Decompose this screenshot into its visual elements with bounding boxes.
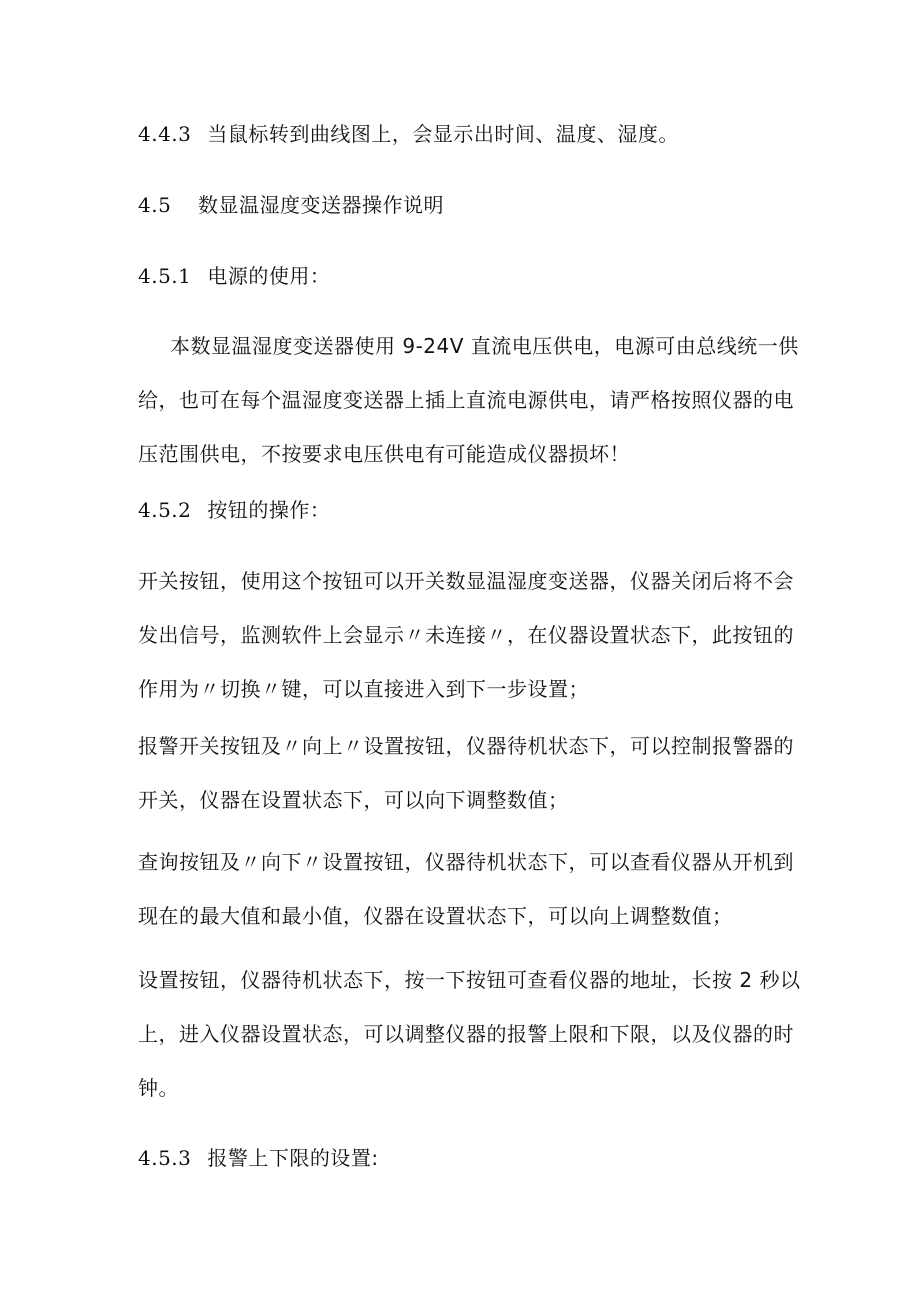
- heading-4-5: [138, 192, 786, 218]
- alarm-button-paragraph: [138, 733, 794, 813]
- switch-button-paragraph: [138, 568, 794, 702]
- paragraph-line: 钟。: [138, 1076, 179, 1100]
- heading-4-5-3: [138, 1145, 786, 1171]
- section-text: 按钮的操作：: [207, 498, 331, 522]
- paragraph-line: 给，也可在每个温湿度变送器上插上直流电源供电，请严格按照仪器的电: [138, 388, 794, 412]
- heading-4-4-3: [138, 121, 786, 147]
- section-text: 电源的使用：: [207, 264, 331, 288]
- heading-4-5-2: [138, 497, 786, 523]
- section-number: 4.5: [138, 193, 172, 217]
- paragraph-line: 报警开关按钮及〃向上〃设置按钮，仪器待机状态下，可以控制报警器的: [138, 734, 794, 758]
- paragraph-line: 作用为〃切换〃键，可以直接进入到下一步设置；: [138, 677, 589, 701]
- paragraph-line: 开关，仪器在设置状态下，可以向下调整数值；: [138, 788, 569, 812]
- section-number: 4.4.3: [138, 122, 192, 146]
- section-number: 4.5.2: [138, 498, 192, 522]
- paragraph-line: 本数显温湿度变送器使用 9-24V 直流电压供电，电源可由总线统一供: [170, 334, 799, 358]
- paragraph-line: 发出信号，监测软件上会显示〃未连接〃，在仪器设置状态下，此按钮的: [138, 623, 794, 647]
- paragraph-line: 上，进入仪器设置状态，可以调整仪器的报警上限和下限，以及仪器的时: [138, 1022, 794, 1046]
- paragraph-line: 查询按钮及〃向下〃设置按钮，仪器待机状态下，可以查看仪器从开机到: [138, 850, 794, 874]
- paragraph-line: 现在的最大值和最小值，仪器在设置状态下，可以向上调整数值；: [138, 904, 733, 928]
- section-text: 数显温湿度变送器操作说明: [198, 193, 444, 217]
- section-text: 报警上下限的设置:: [207, 1146, 379, 1170]
- paragraph-line: 设置按钮，仪器待机状态下，按一下按钮可查看仪器的地址，长按 2 秒以: [138, 968, 801, 992]
- setting-button-paragraph: [138, 967, 801, 1101]
- query-button-paragraph: [138, 849, 794, 929]
- section-number: 4.5.1: [138, 264, 192, 288]
- section-number: 4.5.3: [138, 1146, 192, 1170]
- power-paragraph: [138, 333, 799, 467]
- paragraph-line: 开关按钮，使用这个按钮可以开关数显温湿度变送器，仪器关闭后将不会: [138, 569, 794, 593]
- section-text: 当鼠标转到曲线图上，会显示出时间、温度、湿度。: [207, 122, 679, 146]
- paragraph-line: 压范围供电，不按要求电压供电有可能造成仪器损坏！: [138, 442, 630, 466]
- heading-4-5-1: [138, 263, 786, 289]
